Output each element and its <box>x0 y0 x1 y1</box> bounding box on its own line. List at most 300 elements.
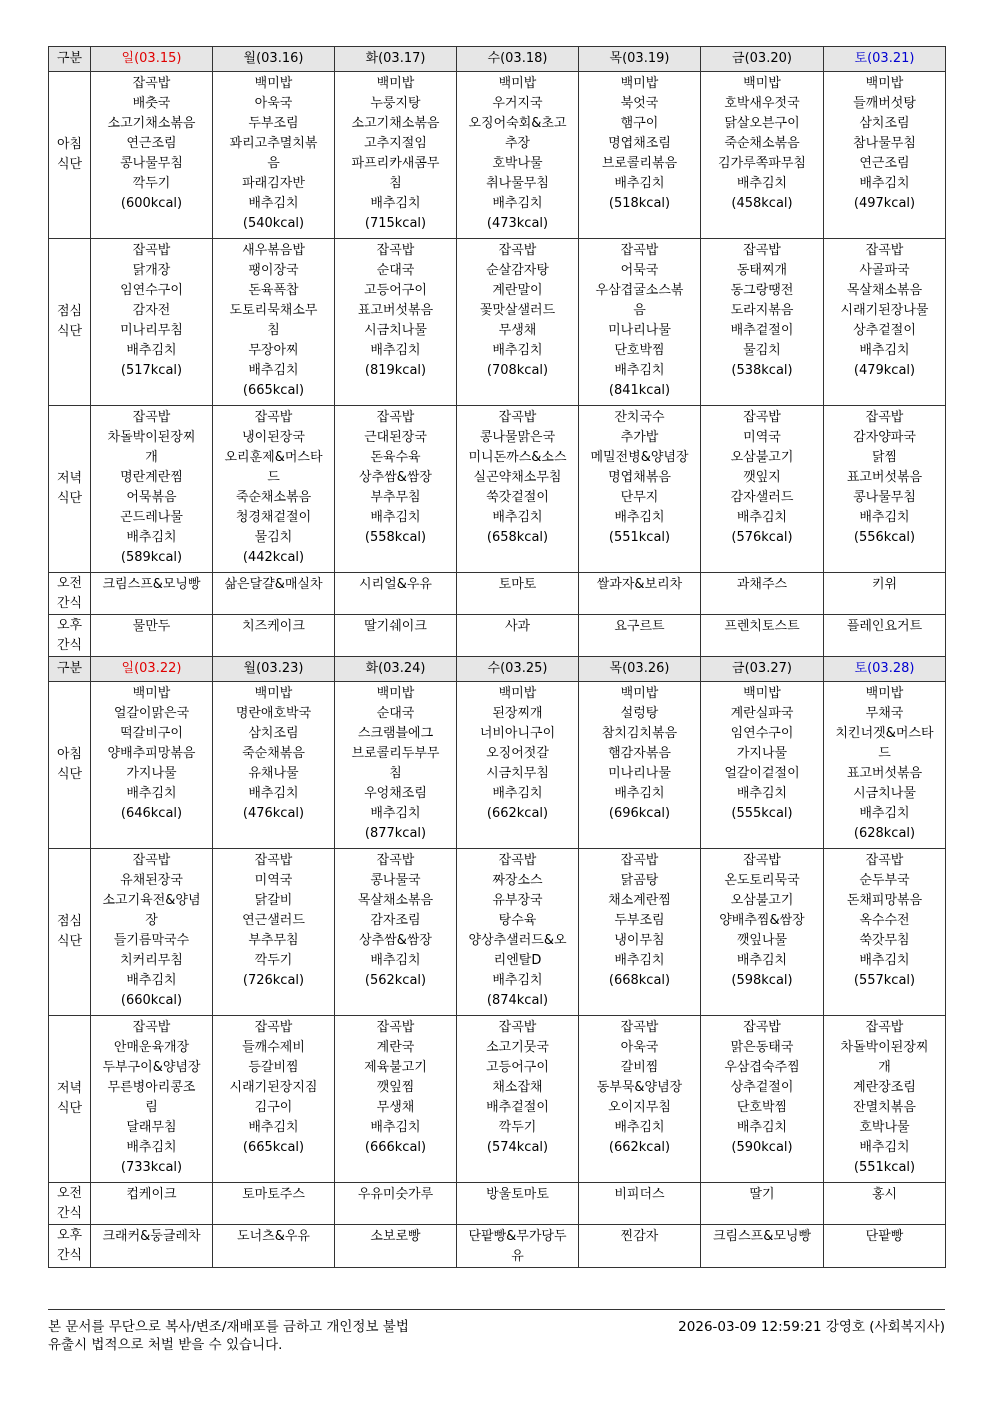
row-label-line: 간식 <box>56 1205 83 1221</box>
menu-item: 배추겉절이 <box>486 1100 549 1115</box>
menu-item: 시래기된장나물 <box>840 303 929 318</box>
menu-item: 무장아찌 <box>248 343 299 358</box>
snack-cell <box>457 573 579 615</box>
menu-item: 배추김치 <box>859 1140 910 1155</box>
menu-item: 잡곡밥 <box>620 243 659 258</box>
row-label-line: 간식 <box>56 1248 83 1263</box>
menu-item: (662kcal) <box>486 806 549 821</box>
menu-item: 임연수구이 <box>120 283 183 298</box>
menu-item: (557kcal) <box>853 973 916 988</box>
menu-item: (574kcal) <box>486 1140 549 1155</box>
menu-cell <box>579 1016 701 1183</box>
menu-item: 양상추샐러드&오 <box>468 933 567 948</box>
menu-item: 잡곡밥 <box>254 1020 293 1035</box>
menu-item: 크래커&둥글레차 <box>102 1229 201 1244</box>
menu-item: 잡곡밥 <box>743 410 781 425</box>
menu-cell <box>213 849 335 1016</box>
menu-item: 명엽채조림 <box>608 136 671 151</box>
menu-item: 배추김치 <box>736 953 788 968</box>
menu-cell <box>213 406 335 573</box>
menu-cell <box>335 239 457 406</box>
menu-item: 요구르트 <box>614 619 665 634</box>
menu-cell <box>457 239 579 406</box>
menu-item: 배추김치 <box>370 510 421 525</box>
menu-item: 탕수육 <box>498 913 537 928</box>
menu-item: 미니돈까스&소스 <box>468 450 567 465</box>
menu-cell <box>579 682 701 849</box>
menu-cell <box>91 849 213 1016</box>
menu-item: 참나물무침 <box>853 136 916 151</box>
menu-item: 떡갈비구이 <box>120 726 183 741</box>
menu-item: 잡곡밥 <box>132 76 171 91</box>
menu-item: 새우볶음밥 <box>242 243 305 258</box>
row-label-line: 점심 <box>56 914 83 929</box>
menu-cell <box>335 849 457 1016</box>
menu-item: (665kcal) <box>242 1140 305 1155</box>
menu-item: 우삼겹굴소스볶 <box>595 283 684 298</box>
day-header: 화(03.24) <box>335 657 457 682</box>
menu-item: 계란실파국 <box>730 706 794 721</box>
menu-item: (708kcal) <box>486 363 549 378</box>
menu-item: (540kcal) <box>242 216 305 231</box>
menu-item: 시금치나물 <box>364 323 427 338</box>
menu-cell <box>701 72 824 239</box>
menu-item: 호박새우젓국 <box>724 96 800 111</box>
menu-item: 배추김치 <box>736 786 788 801</box>
menu-item: (538kcal) <box>731 363 793 378</box>
snack-cell <box>701 573 824 615</box>
menu-item: 순대국 <box>376 263 415 278</box>
menu-item: (628kcal) <box>853 826 916 841</box>
pm_snack-label <box>49 615 91 657</box>
row-label-line: 식단 <box>56 767 83 782</box>
menu-item: (726kcal) <box>242 973 305 988</box>
menu-item: 잡곡밥 <box>376 243 415 258</box>
am_snack-label <box>49 573 91 615</box>
menu-item: 백미밥 <box>132 686 171 701</box>
am_snack-label <box>49 1183 91 1225</box>
menu-item: 깍두기 <box>132 176 171 191</box>
menu-item: 단무지 <box>620 490 659 505</box>
menu-item: 잡곡밥 <box>865 243 904 258</box>
menu-item: 배춧국 <box>132 96 171 111</box>
menu-item: 오이지무침 <box>608 1100 671 1115</box>
menu-item: (715kcal) <box>364 216 427 231</box>
menu-cell <box>824 406 946 573</box>
row-label-line: 오전 <box>56 1185 83 1201</box>
menu-item: 김가루쪽파무침 <box>718 156 806 171</box>
menu-item: 얼갈이겉절이 <box>724 766 800 781</box>
menu-item: (660kcal) <box>120 993 183 1008</box>
menu-item: 잔치국수 <box>614 410 665 425</box>
menu-item: 꽈리고추멸치볶 <box>229 136 318 151</box>
snack-cell <box>579 1183 701 1225</box>
menu-item: 잡곡밥 <box>376 853 415 868</box>
menu-item: 추가밥 <box>620 430 659 445</box>
menu-item: (733kcal) <box>120 1160 183 1175</box>
menu-item: 죽순채소볶음 <box>724 136 800 151</box>
menu-item: 백미밥 <box>620 686 659 701</box>
menu-item: 목살채소볶음 <box>357 893 434 908</box>
menu-item: 아욱국 <box>620 1040 659 1055</box>
day-header: 월(03.16) <box>213 47 335 72</box>
menu-item: 명엽채볶음 <box>608 470 671 485</box>
breakfast-row <box>49 72 946 239</box>
menu-item: 배추김치 <box>370 196 421 211</box>
menu-item: 잡곡밥 <box>254 410 293 425</box>
menu-item: 잡곡밥 <box>865 1020 904 1035</box>
menu-item: 상추겉절이 <box>853 323 916 338</box>
pm_snack-label <box>49 1225 91 1268</box>
menu-cell <box>701 682 824 849</box>
menu-item: 사골파국 <box>859 263 910 278</box>
menu-item: 깍두기 <box>498 1120 537 1135</box>
menu-item: 배추김치 <box>736 176 788 191</box>
menu-cell <box>579 239 701 406</box>
menu-item: 잡곡밥 <box>132 853 171 868</box>
menu-item: 찐감자 <box>620 1229 659 1244</box>
menu-item: 잡곡밥 <box>743 853 781 868</box>
snack-cell <box>457 615 579 657</box>
menu-item: 차돌박이된장찌 <box>107 430 196 445</box>
menu-item: 죽순채볶음 <box>242 746 305 761</box>
menu-item: 치커리무침 <box>120 953 183 968</box>
menu-item: 등갈비찜 <box>248 1060 299 1075</box>
menu-item: 시래기된장지짐 <box>229 1080 318 1095</box>
menu-item: 백미밥 <box>498 76 537 91</box>
menu-item: 단호박찜 <box>736 1100 788 1115</box>
menu-item: 가지나물 <box>126 766 177 781</box>
snack-cell <box>824 1183 946 1225</box>
snack-cell <box>579 615 701 657</box>
menu-item: 소보로빵 <box>370 1229 421 1244</box>
menu-item: 들깨버섯탕 <box>853 96 916 111</box>
snack-cell <box>824 573 946 615</box>
menu-item: (696kcal) <box>608 806 671 821</box>
snack-cell <box>213 573 335 615</box>
menu-item: 배추김치 <box>248 363 299 378</box>
menu-item: 들기름막국수 <box>113 933 190 948</box>
row-label-line: 오전 <box>56 575 83 591</box>
snack-cell <box>91 615 213 657</box>
menu-cell <box>335 1016 457 1183</box>
menu-item: 오리훈제&머스타 <box>224 450 323 465</box>
menu-item: 물김치 <box>254 530 293 545</box>
menu-item: 배추김치 <box>492 786 543 801</box>
row-label-line: 오후 <box>56 1228 83 1243</box>
menu-item: 표고버섯볶음 <box>846 470 923 485</box>
menu-item: 취나물무침 <box>486 176 549 191</box>
day-header: 월(03.23) <box>213 657 335 682</box>
row-label-line: 식단 <box>56 157 83 172</box>
category-header: 구분 <box>49 47 91 72</box>
menu-item: 고등어구이 <box>486 1060 549 1075</box>
menu-cell <box>91 1016 213 1183</box>
menu-item: 북엇국 <box>620 96 659 111</box>
menu-item: (518kcal) <box>608 196 671 211</box>
row-label-line: 저녁 <box>56 471 83 486</box>
menu-item: 상추쌈&쌈장 <box>359 470 432 485</box>
menu-item: 토마토 <box>498 577 537 592</box>
menu-item: 온도토리묵국 <box>724 873 800 888</box>
menu-item: 잡곡밥 <box>498 853 537 868</box>
menu-item: 임연수구이 <box>730 726 794 741</box>
menu-item: 배추김치 <box>492 196 543 211</box>
menu-item: 얼갈이맑은국 <box>113 706 190 721</box>
menu-item: 배추김치 <box>370 806 421 821</box>
menu-item: 배추김치 <box>492 973 543 988</box>
snack-cell <box>824 615 946 657</box>
menu-item: 음 <box>633 303 646 318</box>
menu-item: 유채나물 <box>248 766 299 781</box>
menu-item: 단팥빵&무가당두 <box>468 1229 567 1244</box>
menu-item: 삼치조림 <box>859 116 910 131</box>
day-header: 금(03.20) <box>701 47 824 72</box>
menu-item: (558kcal) <box>364 530 427 545</box>
menu-item: 죽순채소볶음 <box>235 490 312 505</box>
menu-item: 어묵볶음 <box>126 490 177 505</box>
menu-cell <box>457 72 579 239</box>
menu-item: 무른병아리콩조 <box>107 1080 196 1095</box>
menu-item: 배추김치 <box>370 953 421 968</box>
snack-cell <box>579 1225 701 1268</box>
menu-item: 배추김치 <box>126 786 177 801</box>
menu-item: 두부조림 <box>614 913 665 928</box>
menu-item: (666kcal) <box>364 1140 427 1155</box>
menu-item: 부추무침 <box>248 933 299 948</box>
menu-item: 삼치조림 <box>248 726 299 741</box>
menu-item: 콩나물맑은국 <box>479 430 556 445</box>
menu-item: 배추김치 <box>614 1120 665 1135</box>
menu-item: 사과 <box>504 619 531 634</box>
breakfast-label <box>49 682 91 849</box>
menu-item: 냉이된장국 <box>242 430 305 445</box>
weekly-meal-table <box>48 46 946 1268</box>
menu-cell <box>579 849 701 1016</box>
menu-item: 닭개장 <box>132 263 171 278</box>
menu-item: 연근샐러드 <box>242 913 305 928</box>
row-label-line: 간식 <box>56 637 83 653</box>
breakfast-label <box>49 72 91 239</box>
menu-item: 개 <box>878 1060 891 1075</box>
menu-item: 채소잡채 <box>492 1080 543 1095</box>
menu-item: 치즈케이크 <box>242 619 305 634</box>
menu-item: 비피더스 <box>614 1187 665 1202</box>
menu-cell <box>457 849 579 1016</box>
menu-item: (668kcal) <box>608 973 671 988</box>
menu-item: 우엉채조림 <box>364 786 427 801</box>
menu-item: 동태찌개 <box>736 263 788 278</box>
menu-item: 고등어구이 <box>364 283 427 298</box>
menu-item: 콩나물국 <box>370 873 421 888</box>
row-label-line: 식단 <box>56 491 83 506</box>
row-label-line: 아침 <box>56 137 83 152</box>
menu-item: 잡곡밥 <box>498 410 537 425</box>
row-label-line: 오후 <box>56 617 83 633</box>
menu-item: (551kcal) <box>853 1160 916 1175</box>
menu-item: 콩나물무침 <box>120 156 183 171</box>
menu-item: 근대된장국 <box>364 430 427 445</box>
menu-item: 배추김치 <box>859 510 910 525</box>
menu-item: 백미밥 <box>865 686 904 701</box>
day-header: 토(03.28) <box>824 657 946 682</box>
menu-cell <box>91 406 213 573</box>
menu-item: 깻잎지 <box>743 470 781 485</box>
menu-item: 배추김치 <box>126 530 177 545</box>
snack-cell <box>91 573 213 615</box>
day-header: 일(03.15) <box>91 47 213 72</box>
menu-item: 백미밥 <box>743 76 781 91</box>
menu-item: 김구이 <box>254 1100 293 1115</box>
menu-item: 방울토마토 <box>486 1187 549 1202</box>
menu-item: 도너츠&우유 <box>237 1229 310 1244</box>
menu-item: (576kcal) <box>731 530 793 545</box>
menu-cell <box>91 682 213 849</box>
menu-item: 잡곡밥 <box>376 1020 415 1035</box>
menu-cell <box>701 1016 824 1183</box>
snack-cell <box>701 1225 824 1268</box>
menu-item: 배추김치 <box>614 363 665 378</box>
menu-item: 돈육폭찹 <box>248 283 299 298</box>
menu-item: 갈비찜 <box>620 1060 659 1075</box>
menu-item: 시금치무침 <box>486 766 549 781</box>
menu-item: 꽃맛살샐러드 <box>479 303 556 318</box>
menu-item: 순살감자탕 <box>486 263 549 278</box>
menu-cell <box>579 72 701 239</box>
menu-item: 배추김치 <box>248 786 299 801</box>
menu-cell <box>701 406 824 573</box>
menu-item: 닭곰탕 <box>620 873 659 888</box>
menu-item: 양배추피망볶음 <box>107 746 196 761</box>
day-header: 수(03.25) <box>457 657 579 682</box>
menu-item: 물김치 <box>743 343 781 358</box>
menu-item: 미나리나물 <box>608 766 671 781</box>
menu-item: 순대국 <box>376 706 415 721</box>
menu-cell <box>213 682 335 849</box>
menu-item: 쑥갓겉절이 <box>486 490 549 505</box>
menu-item: 달래무침 <box>126 1120 177 1135</box>
menu-item: 제육불고기 <box>364 1060 427 1075</box>
dinner-row <box>49 1016 946 1183</box>
menu-item: 치킨너겟&머스타 <box>835 726 934 741</box>
menu-item: 시금치나물 <box>853 786 916 801</box>
menu-item: 배추김치 <box>736 510 788 525</box>
menu-cell <box>335 682 457 849</box>
menu-item: 연근조림 <box>859 156 910 171</box>
menu-item: 단팥빵 <box>865 1229 904 1244</box>
dinner-label <box>49 406 91 573</box>
snack-cell <box>91 1183 213 1225</box>
menu-item: 미나리무침 <box>120 323 183 338</box>
pm_snack-row <box>49 1225 946 1268</box>
menu-item: (841kcal) <box>608 383 671 398</box>
menu-item: 브로콜리볶음 <box>601 156 678 171</box>
menu-item: 잡곡밥 <box>132 1020 171 1035</box>
menu-item: 잡곡밥 <box>620 1020 659 1035</box>
menu-item: 추장 <box>504 136 531 151</box>
menu-item: 잡곡밥 <box>743 1020 781 1035</box>
menu-item: 잡곡밥 <box>254 853 293 868</box>
menu-item: 침 <box>267 323 280 338</box>
menu-item: 무채국 <box>865 706 904 721</box>
menu-item: 크림스프&모닝빵 <box>102 577 201 592</box>
menu-item: (556kcal) <box>853 530 916 545</box>
menu-item: 곤드레나물 <box>120 510 183 525</box>
week-header-row <box>49 657 946 682</box>
menu-item: 된장찌개 <box>492 706 543 721</box>
lunch-label <box>49 239 91 406</box>
menu-item: 배추김치 <box>736 1120 788 1135</box>
menu-item: 감자양파국 <box>853 430 916 445</box>
menu-item: 배추김치 <box>859 806 910 821</box>
menu-item: (646kcal) <box>120 806 183 821</box>
menu-item: 백미밥 <box>376 686 415 701</box>
menu-item: 콩나물무침 <box>853 490 916 505</box>
snack-cell <box>457 1183 579 1225</box>
menu-item: 배추김치 <box>614 953 665 968</box>
menu-item: 소고기채소볶음 <box>351 116 440 131</box>
menu-item: 표고버섯볶음 <box>357 303 434 318</box>
menu-item: 침 <box>389 176 402 191</box>
menu-item: 부추무침 <box>370 490 421 505</box>
row-label-line: 점심 <box>56 304 83 319</box>
week-header-row <box>49 47 946 72</box>
menu-item: 상추겉절이 <box>730 1080 794 1095</box>
menu-item: 딸기쉐이크 <box>364 619 427 634</box>
menu-item: 소고기뭇국 <box>486 1040 549 1055</box>
menu-item: 토마토주스 <box>242 1187 305 1202</box>
menu-cell <box>335 406 457 573</box>
menu-item: 맑은동태국 <box>730 1040 794 1055</box>
menu-item: 배추김치 <box>126 1140 177 1155</box>
menu-item: 배추김치 <box>248 1120 299 1135</box>
menu-item: 시리얼&우유 <box>359 577 432 592</box>
day-header: 수(03.18) <box>457 47 579 72</box>
lunch-row <box>49 849 946 1016</box>
menu-cell <box>213 72 335 239</box>
menu-item: 돈육수육 <box>370 450 421 465</box>
menu-item: (590kcal) <box>731 1140 793 1155</box>
menu-cell <box>457 682 579 849</box>
menu-item: 소고기육전&양념 <box>102 893 201 908</box>
row-label-line: 아침 <box>56 747 83 762</box>
lunch-row <box>49 239 946 406</box>
dinner-row <box>49 406 946 573</box>
menu-item: 스크램블에그 <box>357 726 434 741</box>
menu-item: 깻잎찜 <box>376 1080 415 1095</box>
menu-item: 잡곡밥 <box>620 853 659 868</box>
menu-item: 컵케이크 <box>126 1187 177 1202</box>
menu-item: 호박나물 <box>492 156 543 171</box>
menu-item: 배추김치 <box>859 343 910 358</box>
menu-item: 잔멸치볶음 <box>853 1100 916 1115</box>
menu-item: 유채된장국 <box>120 873 183 888</box>
menu-item: 잡곡밥 <box>132 410 171 425</box>
menu-cell <box>91 72 213 239</box>
snack-cell <box>335 1225 457 1268</box>
menu-cell <box>457 406 579 573</box>
menu-item: 계란말이 <box>492 283 543 298</box>
menu-item: 배추김치 <box>614 510 665 525</box>
menu-item: 표고버섯볶음 <box>846 766 923 781</box>
meal-table-body <box>49 47 946 1268</box>
menu-item: (458kcal) <box>731 196 793 211</box>
menu-item: (665kcal) <box>242 383 305 398</box>
menu-item: 깍두기 <box>254 953 293 968</box>
menu-item: 프렌치토스트 <box>724 619 800 634</box>
menu-item: (476kcal) <box>242 806 305 821</box>
menu-cell <box>701 849 824 1016</box>
